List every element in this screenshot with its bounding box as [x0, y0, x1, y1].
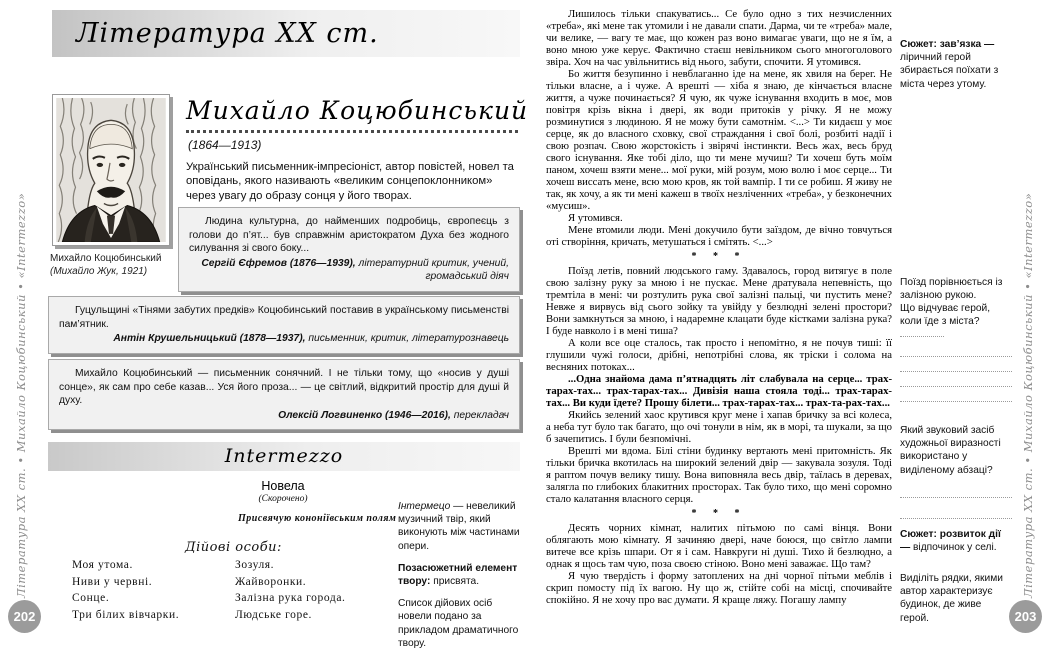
paragraph: Врешті ми вдома. Білі стіни будинку вертають мені притомність. Як тільки бричка вкотилась на широкий зелений двір — закувала зозуля. Тоді я раптом почув велику тишу. Вона виповняла весь двір, таїлась в деревах, залягла по глибоких блакитних просторах. Так було тихо, що мені соромно стало калатання власного серця. [546, 445, 892, 505]
cast-item: Залізна рука города. [235, 592, 346, 605]
quote-text: Михайло Коцюбинський — письменник сонячний. І не тільки тому, що «носив у душі сонце», як сам про себе казав... Уся його проза... — це світлий, відкритий простір для душі й духу. [59, 368, 509, 407]
margin-note-plot-exposition [900, 38, 1012, 91]
cast-item: Людське горе. [235, 608, 312, 621]
work-abridged-note: (Скорочено) [258, 494, 308, 504]
quote-author: Олексій Логвиненко (1946—2016), [278, 409, 451, 421]
answer-blank-line [900, 342, 1012, 357]
quote-attribution [59, 332, 509, 346]
cast-item: Сонце. [72, 592, 110, 605]
author-bio: Український письменник-імпресіоніст, автор повістей, новел та оповідань, якого називають «великим сонцепоклонником» через увагу до образу сонця у його творах. [186, 161, 514, 202]
dotted-rule [186, 130, 518, 133]
paragraph: Десять чорних кімнат, налитих пітьмою по самі вінця. Вони облягають мою кімнату. Я зачиняю двері, наче боюся, що світло лампи витече все крізь шпари. От я і сам. Навкруги ні душі. Тихо й безлюдно, а однак я щось там чую, поза своєю стіною. Воно мені заважає. Що там? [546, 522, 892, 570]
quote-author: Сергій Єфремов (1876—1939), [201, 257, 356, 269]
margin-note-plot-development [900, 528, 1012, 554]
author-name: Михайло Коцюбинський [186, 96, 529, 125]
chapter-banner [52, 10, 520, 57]
paragraph: Якийсь зелений хаос крутився круг мене і хапав бричку за всі колеса, а неба тут було так багато, що очі тонули в нім, як в морі, та шукали, за що б зачепитись. І були безпомічні. [546, 409, 892, 445]
quote-author-role: перекладач [453, 409, 509, 421]
plot-text: ліричний герой збирається поїхати з міста через утому. [900, 52, 999, 90]
quote-text: Людина культурна, до найменших подробиць, європеєць з голови до п’ят... був справжнім аристократом Духа без жодного силування зі свого боку... [189, 216, 509, 255]
answer-blank-line [900, 387, 1012, 402]
element-label: Позасюжетний елемент твору: [398, 562, 518, 588]
cast-item: Ниви у червні. [72, 575, 153, 588]
margin-note-intermezzo [398, 500, 522, 650]
right-sidebar-running-title: Література XX ст. • Михайло Коцюбинський • «Intermezzo» [1021, 192, 1035, 598]
quote-box-krushelnytskyi [48, 296, 520, 354]
cast-item: Зозуля. [235, 559, 275, 571]
quote-box-lohvynenko [48, 359, 520, 430]
portrait-caption [50, 253, 190, 278]
section-separator: * * * [691, 508, 747, 519]
term-definition: — невеликий музичний твір, який виконують між частинами опери. [398, 501, 520, 552]
margin-question-sound-device [900, 424, 1012, 519]
answer-blank-line [900, 372, 1012, 387]
question-text: Який звуковий засіб художньої виразності використано у виділеному абзаці? [900, 425, 1001, 476]
margin-note-cast: Список дійових осіб новели подано за прикладом драматичного твору. [398, 598, 519, 649]
cast-item: Три білих вівчарки. [72, 608, 180, 621]
work-dedication: Присвячую кононіївським полям [238, 513, 397, 524]
chapter-title: Література XX ст. [76, 18, 379, 49]
section-separator: * * * [691, 251, 747, 262]
answer-blank-inline [900, 336, 944, 337]
quote-text: Гуцульщині «Тінями забутих предків» Коцюбинський поставив в українському письменстві пам’ятник. [59, 305, 509, 330]
quote-attribution [59, 409, 509, 423]
author-years: (1864—1913) [188, 138, 262, 152]
paragraph: Мене втомили люди. Мені докучило бути заїздом, де вічно товчуться оті створіння, кричать, метушаться і смітять. <...> [546, 224, 892, 248]
answer-blank-line [900, 357, 1012, 372]
paragraph: Я чую твердість і форму затоплених на дні чорної пітьми меблів і скрип помосту під їх вагою. Ну що ж, стійте собі на місці, спочивайте спокійно. Я не хочу про вас думати. Я краще ляжу. Погашу лампу [546, 570, 892, 606]
paragraph: Лишилось тільки спакуватись... Се було одно з тих незчисленних «треба», які мене так утомили і не давали спати. Дарма, чи те «треба» мале, чи велике, — вагу те має, що кожен раз воно вимагає уваги, що не я їм, а воно мною уже керує. Фактично стаєш невільником сього многоголового звіра. Хоч на час увільнитись від нього, забути, спочити. Я утомився. [546, 8, 892, 68]
work-title: Intermezzo [224, 445, 344, 467]
plot-label: Сюжет: розвиток дії — [900, 529, 1001, 554]
margin-question-feelings [900, 302, 1012, 402]
paragraph-highlighted: ...Одна знайома дама п’ятнадцять літ слабувала на серце... трах-тарах-тах... трах-тарах-тах... Дивізія наша стояла тоді... трах-тарах-тах... Ви куди їдете? Прошу білети... трах-тарах-тах... трах-та-рах-тах... [546, 373, 892, 409]
portrait-caption-credit: (Михайло Жук, 1921) [50, 265, 148, 277]
cast-item: Жайворонки. [235, 575, 307, 588]
cast-heading: Дійові особи: [185, 540, 282, 555]
cast-list-right [235, 557, 395, 623]
margin-task-highlight-lines: Виділіть рядки, якими автор характеризує будинок, де живе герой. [900, 573, 1003, 624]
plot-text: відпочинок у селі. [910, 542, 997, 554]
author-portrait [52, 94, 170, 246]
paragraph: Бо життя безупинно і невблаганно іде на мене, як хвиля на берег. Не тільки власне, а і чуже. А врешті — хіба я знаю, де кінчається власне життя, а чуже починається? Я чую, як чуже існування входить в моє, мов повітря крізь вікна і двері, як води притоків у річку. Я не можу розминутися з людиною. Я не можу бути самотнім. <...> Ти кидаєш у моє серце, як до власного сховку, свої страждання і свої болі, розбиті надії і свою розпач. Свою жорстокість і звірячі інстинкти. Весь жах, весь бруд свого існування. Яке тобі діло, що ти мене мучиш? Ти хочеш буть моїм паном, хочеш взяти мене... мої руки, мій розум, мою волю і моє серце... Ти хочеш виссать мене, всю мою кров, як той вампір. І ти се робиш. Я живу не так, як хочу, а як ти мені кажеш в твоїх незліченних «треба», у безконечних «мусиш». [546, 68, 892, 212]
question-label: Що відчуває герой, коли їде з міста? [900, 303, 991, 328]
margin-note-term-def [398, 500, 522, 553]
novella-body-text [546, 8, 892, 606]
plot-label: Сюжет: зав’язка — [900, 39, 995, 50]
page-number-badge-left: 202 [8, 600, 41, 633]
quote-author-role: літературний критик, учений, громадський діяч [358, 257, 509, 283]
element-value: присвята. [430, 576, 480, 588]
work-title-banner [48, 442, 520, 471]
left-sidebar-running-title: Література XX ст. • Михайло Коцюбинський • «Intermezzo» [14, 192, 28, 598]
quote-author: Антін Крушельницький (1878—1937), [113, 333, 306, 345]
margin-note-element [398, 562, 522, 588]
question-text [900, 302, 1012, 342]
paragraph: А коли все оце сталось, так просто і непомітно, я не почув тиші: її глушили чужі голоси, дрібні, непотрібні слова, як тріски і солома на весняних потоках... [546, 337, 892, 373]
work-genre: Новела [261, 479, 305, 493]
cast-item: Моя утома. [72, 559, 133, 571]
page-number-badge-right: 203 [1009, 600, 1042, 633]
margin-note-train-comparison: Поїзд порівнюється із залізною рукою. [900, 277, 1003, 302]
paragraph: Я утомився. [568, 212, 623, 224]
term: Інтермецо [398, 501, 451, 512]
quote-attribution [189, 257, 509, 284]
author-portrait-image [56, 98, 166, 242]
paragraph: Поїзд летів, повний людського гаму. Здавалось, город витягує в поле свою залізну руку за мною і не пускає. Мене дратувала непевність, що тремтіла в мені: чи розтулить рука свої залізні пальці, чи пустить мене? Невже я вирвусь від сього зойку та увійду у безлюдні зелені простори? Вони замкнуться за мною, і надаремне клацати буде кістками залізна рука? І буде навколо і в мені тиша? [546, 265, 892, 337]
portrait-caption-name: Михайло Коцюбинський [50, 253, 162, 264]
cast-list-left [72, 557, 227, 623]
quote-author-role: письменник, критик, літературознавець [308, 333, 509, 345]
answer-blank-line [900, 477, 1012, 498]
answer-blank-line [900, 498, 1012, 519]
quote-box-yefremov [178, 207, 520, 292]
